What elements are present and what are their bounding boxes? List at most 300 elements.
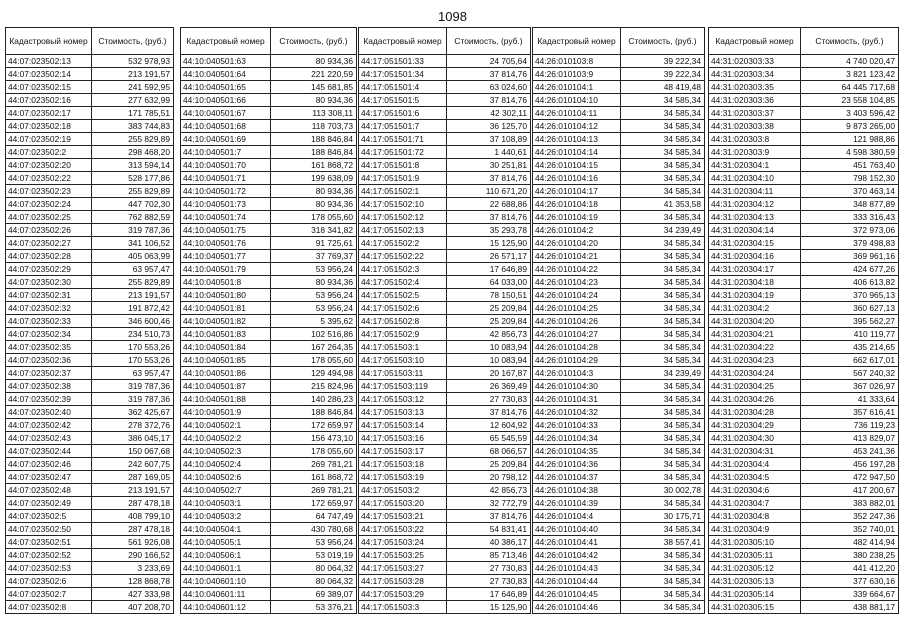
- table-row: [533, 55, 705, 68]
- cadastral-number-cell: 44:17:051503:14: [359, 419, 447, 432]
- table-row: [533, 107, 705, 120]
- cadastral-number-cell: 44:31:020304:24: [709, 367, 801, 380]
- table-row: [359, 393, 531, 406]
- cost-cell: 23 558 104,85: [801, 94, 899, 107]
- cost-cell: 26 369,49: [447, 380, 531, 393]
- table-row: [181, 601, 357, 614]
- cost-cell: 410 119,77: [801, 328, 899, 341]
- table-row: [709, 146, 899, 159]
- table-row: [181, 549, 357, 562]
- cost-cell: 64 445 717,68: [801, 81, 899, 94]
- cadastral-number-cell: 44:17:051502:13: [359, 224, 447, 237]
- table-row: [533, 393, 705, 406]
- cost-cell: 170 553,26: [92, 354, 174, 367]
- cost-cell: 188 846,84: [271, 146, 357, 159]
- table-row: [359, 601, 531, 614]
- cadastral-number-cell: 44:17:051503:10: [359, 354, 447, 367]
- cost-cell: 34 585,34: [621, 315, 705, 328]
- cost-cell: 34 585,34: [621, 341, 705, 354]
- table-row: [181, 588, 357, 601]
- table-row: [6, 81, 174, 94]
- cost-cell: 26 571,17: [447, 250, 531, 263]
- cost-cell: 199 638,09: [271, 172, 357, 185]
- table-row: [6, 276, 174, 289]
- table-row: [533, 146, 705, 159]
- cadastral-number-cell: 44:17:051501:72: [359, 146, 447, 159]
- table-row: [359, 562, 531, 575]
- cadastral-number-cell: 44:17:051501:33: [359, 55, 447, 68]
- table-row: [181, 94, 357, 107]
- table-row: [709, 536, 899, 549]
- cadastral-number-cell: 44:26:010104:36: [533, 458, 621, 471]
- table-row: [359, 575, 531, 588]
- cadastral-number-cell: 44:31:020304:28: [709, 406, 801, 419]
- table-row: [181, 172, 357, 185]
- table-row: [6, 94, 174, 107]
- cost-cell: 35 293,78: [447, 224, 531, 237]
- cadastral-number-cell: 44:31:020304:7: [709, 497, 801, 510]
- cost-cell: 348 877,89: [801, 198, 899, 211]
- cost-cell: 40 386,17: [447, 536, 531, 549]
- table-row: [359, 172, 531, 185]
- cost-cell: 662 617,01: [801, 354, 899, 367]
- table-row: [709, 81, 899, 94]
- header-cadastral-number: Кадастровый номер: [533, 28, 621, 55]
- cost-cell: 383 882,01: [801, 497, 899, 510]
- cadastral-number-cell: 44:26:010104:21: [533, 250, 621, 263]
- table-row: [6, 471, 174, 484]
- table-row: [709, 198, 899, 211]
- cadastral-number-cell: 44:07:023502:40: [6, 406, 92, 419]
- cost-cell: 191 872,42: [92, 302, 174, 315]
- table-row: [181, 107, 357, 120]
- cadastral-number-cell: 44:26:010104:4: [533, 510, 621, 523]
- table-row: [181, 432, 357, 445]
- table-row: [6, 523, 174, 536]
- page-number: 1098: [438, 9, 467, 24]
- cost-cell: 80 064,32: [271, 562, 357, 575]
- cost-cell: 430 780,68: [271, 523, 357, 536]
- table-row: [6, 536, 174, 549]
- cost-cell: 360 627,13: [801, 302, 899, 315]
- table-row: [533, 523, 705, 536]
- table-row: [181, 380, 357, 393]
- cadastral-number-cell: 44:31:020303:38: [709, 120, 801, 133]
- table-row: [181, 484, 357, 497]
- cadastral-number-cell: 44:10:040601:1: [181, 562, 271, 575]
- cadastral-number-cell: 44:26:010104:29: [533, 354, 621, 367]
- table-row: [533, 367, 705, 380]
- cadastral-number-cell: 44:26:010104:33: [533, 419, 621, 432]
- cadastral-number-cell: 44:31:020304:13: [709, 211, 801, 224]
- cadastral-number-cell: 44:31:020304:12: [709, 198, 801, 211]
- table-row: [533, 133, 705, 146]
- cadastral-number-cell: 44:26:010104:46: [533, 601, 621, 614]
- cadastral-number-cell: 44:07:023502:23: [6, 185, 92, 198]
- table-row: [359, 146, 531, 159]
- cadastral-number-cell: 44:26:010104:40: [533, 523, 621, 536]
- cadastral-number-cell: 44:07:023502:31: [6, 289, 92, 302]
- table-row: [709, 380, 899, 393]
- cadastral-number-cell: 44:17:051502:12: [359, 211, 447, 224]
- table-row: [181, 562, 357, 575]
- table-row: [181, 198, 357, 211]
- table-row: [533, 224, 705, 237]
- cadastral-number-cell: 44:31:020305:10: [709, 536, 801, 549]
- cost-cell: 278 372,76: [92, 419, 174, 432]
- cost-cell: 472 947,50: [801, 471, 899, 484]
- cost-cell: 4 740 020,47: [801, 55, 899, 68]
- cost-cell: 383 744,83: [92, 120, 174, 133]
- cadastral-number-cell: 44:26:010104:27: [533, 328, 621, 341]
- cadastral-number-cell: 44:17:051503:22: [359, 523, 447, 536]
- table-row: [533, 263, 705, 276]
- table-row: [181, 68, 357, 81]
- table-row: [6, 406, 174, 419]
- table-row: [359, 107, 531, 120]
- table-header-row: [359, 28, 531, 55]
- cadastral-number-cell: 44:26:010104:32: [533, 406, 621, 419]
- cost-cell: 63 024,60: [447, 81, 531, 94]
- table-row: [709, 224, 899, 237]
- cost-cell: 34 585,34: [621, 146, 705, 159]
- cadastral-number-cell: 44:10:040601:12: [181, 601, 271, 614]
- cost-cell: 37 814,76: [447, 406, 531, 419]
- cadastral-number-cell: 44:17:051503:1: [359, 341, 447, 354]
- cadastral-number-cell: 44:17:051502:4: [359, 276, 447, 289]
- cost-cell: 34 585,34: [621, 523, 705, 536]
- table-row: [533, 471, 705, 484]
- cadastral-number-cell: 44:07:023502:33: [6, 315, 92, 328]
- cost-cell: 27 730,83: [447, 393, 531, 406]
- cadastral-number-cell: 44:31:020305:15: [709, 601, 801, 614]
- header-cost: Стоимость, (руб.): [92, 28, 174, 55]
- cadastral-number-cell: 44:17:051501:6: [359, 107, 447, 120]
- cost-cell: 10 083,94: [447, 341, 531, 354]
- table-row: [709, 497, 899, 510]
- cost-cell: 34 585,34: [621, 445, 705, 458]
- cadastral-number-cell: 44:10:040501:8: [181, 276, 271, 289]
- cost-cell: 3 821 123,42: [801, 68, 899, 81]
- table-row: [709, 445, 899, 458]
- table-row: [181, 237, 357, 250]
- table-row: [359, 419, 531, 432]
- cost-cell: 39 222,34: [621, 68, 705, 81]
- cost-cell: 255 829,89: [92, 276, 174, 289]
- cadastral-number-cell: 44:31:020303:36: [709, 94, 801, 107]
- cadastral-number-cell: 44:07:023502:42: [6, 419, 92, 432]
- cadastral-number-cell: 44:07:023502:43: [6, 432, 92, 445]
- cadastral-number-cell: 44:26:010104:15: [533, 159, 621, 172]
- table-row: [6, 211, 174, 224]
- cadastral-number-cell: 44:26:010104:12: [533, 120, 621, 133]
- cadastral-number-cell: 44:31:020304:8: [709, 510, 801, 523]
- table-row: [709, 367, 899, 380]
- table-row: [533, 445, 705, 458]
- table-row: [181, 55, 357, 68]
- table-row: [181, 536, 357, 549]
- cost-cell: 762 882,59: [92, 211, 174, 224]
- cost-cell: 91 725,61: [271, 237, 357, 250]
- cost-cell: 53 376,21: [271, 601, 357, 614]
- table-row: [709, 55, 899, 68]
- table-row: [181, 341, 357, 354]
- cost-cell: 287 169,05: [92, 471, 174, 484]
- table-row: [533, 497, 705, 510]
- cost-cell: 34 585,34: [621, 354, 705, 367]
- cadastral-number-cell: 44:10:040501:66: [181, 94, 271, 107]
- cost-cell: 37 814,76: [447, 510, 531, 523]
- cost-cell: 37 814,76: [447, 172, 531, 185]
- cadastral-number-cell: 44:10:040501:84: [181, 341, 271, 354]
- cost-cell: 63 957,47: [92, 367, 174, 380]
- cost-cell: 15 125,90: [447, 237, 531, 250]
- cadastral-number-cell: 44:26:010104:42: [533, 549, 621, 562]
- table-row: [6, 302, 174, 315]
- cadastral-number-cell: 44:07:023502:20: [6, 159, 92, 172]
- cadastral-number-cell: 44:31:020304:22: [709, 341, 801, 354]
- table-row: [359, 159, 531, 172]
- cost-cell: 4 598 380,59: [801, 146, 899, 159]
- cost-cell: 171 785,51: [92, 107, 174, 120]
- cadastral-number-cell: 44:31:020305:12: [709, 562, 801, 575]
- table-row: [709, 68, 899, 81]
- cadastral-number-cell: 44:26:010104:16: [533, 172, 621, 185]
- cadastral-number-cell: 44:17:051503:119: [359, 380, 447, 393]
- cost-cell: 213 191,57: [92, 68, 174, 81]
- cadastral-number-cell: 44:10:040502:2: [181, 432, 271, 445]
- cadastral-number-cell: 44:17:051503:29: [359, 588, 447, 601]
- table-row: [359, 380, 531, 393]
- cost-cell: 269 781,21: [271, 484, 357, 497]
- cadastral-number-cell: 44:07:023502:18: [6, 120, 92, 133]
- table-row: [533, 380, 705, 393]
- table-row: [6, 172, 174, 185]
- cadastral-number-cell: 44:31:020304:18: [709, 276, 801, 289]
- table-row: [359, 354, 531, 367]
- cadastral-number-cell: 44:31:020304:15: [709, 237, 801, 250]
- cost-cell: 277 632,99: [92, 94, 174, 107]
- cost-cell: 34 585,34: [621, 471, 705, 484]
- table-row: [359, 484, 531, 497]
- cadastral-number-cell: 44:07:023502:46: [6, 458, 92, 471]
- cost-cell: 406 613,82: [801, 276, 899, 289]
- table-row: [533, 328, 705, 341]
- cadastral-number-cell: 44:17:051501:5: [359, 94, 447, 107]
- cost-cell: 242 607,75: [92, 458, 174, 471]
- table-row: [181, 406, 357, 419]
- table-row: [709, 94, 899, 107]
- cadastral-number-cell: 44:07:023502:8: [6, 601, 92, 614]
- cost-cell: 34 585,34: [621, 393, 705, 406]
- table-row: [6, 484, 174, 497]
- cost-cell: 319 787,36: [92, 224, 174, 237]
- cadastral-number-cell: 44:26:010104:19: [533, 211, 621, 224]
- cost-cell: 41 353,58: [621, 198, 705, 211]
- cost-cell: 10 083,94: [447, 354, 531, 367]
- table-row: [181, 328, 357, 341]
- header-cadastral-number: Кадастровый номер: [359, 28, 447, 55]
- cadastral-number-cell: 44:26:010104:10: [533, 94, 621, 107]
- cadastral-number-cell: 44:07:023502:39: [6, 393, 92, 406]
- cadastral-number-cell: 44:31:020304:17: [709, 263, 801, 276]
- cadastral-number-cell: 44:10:040501:69: [181, 133, 271, 146]
- cadastral-number-cell: 44:26:010104:41: [533, 536, 621, 549]
- cost-cell: 269 781,21: [271, 458, 357, 471]
- table-header-row: [709, 28, 899, 55]
- table-row: [6, 341, 174, 354]
- table-row: [533, 81, 705, 94]
- cadastral-number-cell: 44:17:051503:11: [359, 367, 447, 380]
- table-row: [359, 549, 531, 562]
- table-row: [359, 250, 531, 263]
- cost-cell: 318 341,82: [271, 224, 357, 237]
- cost-cell: 34 585,34: [621, 432, 705, 445]
- table-row: [181, 185, 357, 198]
- table-row: [709, 354, 899, 367]
- table-row: [709, 328, 899, 341]
- cost-cell: 178 055,60: [271, 211, 357, 224]
- cost-cell: 37 814,76: [447, 94, 531, 107]
- header-cost: Стоимость, (руб.): [271, 28, 357, 55]
- cost-cell: 34 585,34: [621, 289, 705, 302]
- table-row: [533, 601, 705, 614]
- cadastral-number-cell: 44:31:020304:2: [709, 302, 801, 315]
- table-row: [6, 419, 174, 432]
- table-row: [533, 549, 705, 562]
- cadastral-number-cell: 44:10:040501:71: [181, 172, 271, 185]
- cadastral-number-cell: 44:07:023502:5: [6, 510, 92, 523]
- table-row: [6, 549, 174, 562]
- table-row: [533, 354, 705, 367]
- cadastral-number-cell: 44:10:040501:68: [181, 120, 271, 133]
- table-row: [359, 302, 531, 315]
- cost-cell: 20 167,87: [447, 367, 531, 380]
- cost-cell: 451 763,40: [801, 159, 899, 172]
- cadastral-number-cell: 44:10:040501:80: [181, 289, 271, 302]
- cost-cell: 69 389,07: [271, 588, 357, 601]
- cadastral-number-cell: 44:07:023502:35: [6, 341, 92, 354]
- cost-cell: 53 956,24: [271, 263, 357, 276]
- cadastral-number-cell: 44:10:040501:9: [181, 406, 271, 419]
- table-row: [359, 471, 531, 484]
- cost-cell: 118 703,73: [271, 120, 357, 133]
- cost-cell: 319 787,36: [92, 380, 174, 393]
- table-row: [533, 68, 705, 81]
- table-row: [533, 562, 705, 575]
- cadastral-number-cell: 44:17:051503:20: [359, 497, 447, 510]
- cadastral-number-cell: 44:07:023502:13: [6, 55, 92, 68]
- table-row: [6, 445, 174, 458]
- table-row: [359, 237, 531, 250]
- cadastral-number-cell: 44:26:010104:25: [533, 302, 621, 315]
- cost-cell: 161 868,72: [271, 159, 357, 172]
- cadastral-number-cell: 44:10:040501:67: [181, 107, 271, 120]
- table-row: [181, 315, 357, 328]
- cost-cell: 377 630,16: [801, 575, 899, 588]
- table-row: [709, 159, 899, 172]
- cadastral-number-cell: 44:07:023502:44: [6, 445, 92, 458]
- cost-cell: 34 239,49: [621, 224, 705, 237]
- cadastral-number-cell: 44:07:023502:28: [6, 250, 92, 263]
- cost-cell: 34 585,34: [621, 458, 705, 471]
- cost-cell: 42 302,11: [447, 107, 531, 120]
- cost-cell: 435 214,65: [801, 341, 899, 354]
- cadastral-number-cell: 44:07:023502:52: [6, 549, 92, 562]
- table-row: [181, 458, 357, 471]
- cadastral-number-cell: 44:26:010104:28: [533, 341, 621, 354]
- table-row: [359, 185, 531, 198]
- table-row: [6, 237, 174, 250]
- cadastral-number-cell: 44:31:020304:21: [709, 328, 801, 341]
- cost-cell: 48 419,48: [621, 81, 705, 94]
- cadastral-number-cell: 44:26:010104:2: [533, 224, 621, 237]
- table-row: [359, 224, 531, 237]
- table-row: [709, 458, 899, 471]
- table-row: [181, 393, 357, 406]
- cost-cell: 395 562,27: [801, 315, 899, 328]
- cadastral-number-cell: 44:10:040601:10: [181, 575, 271, 588]
- cadastral-number-cell: 44:17:051501:8: [359, 159, 447, 172]
- table-row: [533, 536, 705, 549]
- table-row: [181, 510, 357, 523]
- cadastral-number-cell: 44:17:051502:5: [359, 289, 447, 302]
- cadastral-number-cell: 44:31:020304:25: [709, 380, 801, 393]
- table-row: [709, 237, 899, 250]
- cadastral-number-cell: 44:10:040501:74: [181, 211, 271, 224]
- cost-cell: 561 926,08: [92, 536, 174, 549]
- cost-cell: 287 478,18: [92, 523, 174, 536]
- cadastral-number-cell: 44:10:040503:2: [181, 510, 271, 523]
- cadastral-number-cell: 44:07:023502:24: [6, 198, 92, 211]
- cadastral-number-cell: 44:31:020304:30: [709, 432, 801, 445]
- cadastral-number-cell: 44:31:020304:20: [709, 315, 801, 328]
- cost-cell: 528 177,86: [92, 172, 174, 185]
- cost-cell: 370 965,13: [801, 289, 899, 302]
- cadastral-number-cell: 44:26:010104:45: [533, 588, 621, 601]
- cost-cell: 453 241,36: [801, 445, 899, 458]
- cost-cell: 27 730,83: [447, 562, 531, 575]
- cost-cell: 42 856,73: [447, 484, 531, 497]
- table-row: [6, 510, 174, 523]
- cost-cell: 567 240,32: [801, 367, 899, 380]
- cost-cell: 178 055,60: [271, 354, 357, 367]
- cadastral-number-cell: 44:17:051501:34: [359, 68, 447, 81]
- cadastral-number-cell: 44:26:010104:38: [533, 484, 621, 497]
- cadastral-number-cell: 44:26:010104:20: [533, 237, 621, 250]
- cost-cell: 413 829,07: [801, 432, 899, 445]
- cost-cell: 370 463,14: [801, 185, 899, 198]
- cost-cell: 34 585,34: [621, 120, 705, 133]
- cost-cell: 1 440,61: [447, 146, 531, 159]
- cadastral-number-cell: 44:26:010104:18: [533, 198, 621, 211]
- table-row: [6, 289, 174, 302]
- cadastral-number-cell: 44:31:020303:33: [709, 55, 801, 68]
- cost-cell: 12 604,92: [447, 419, 531, 432]
- cost-cell: 532 978,93: [92, 55, 174, 68]
- cadastral-number-cell: 44:31:020304:5: [709, 471, 801, 484]
- cost-cell: 372 973,06: [801, 224, 899, 237]
- table-header-row: [6, 28, 174, 55]
- table-row: [181, 263, 357, 276]
- cadastral-number-cell: 44:26:010104:26: [533, 315, 621, 328]
- cadastral-number-cell: 44:26:010104:35: [533, 445, 621, 458]
- table-row: [181, 133, 357, 146]
- cadastral-number-cell: 44:26:010104:34: [533, 432, 621, 445]
- cadastral-number-cell: 44:10:040501:75: [181, 224, 271, 237]
- cost-cell: 110 671,20: [447, 185, 531, 198]
- table-row: [709, 315, 899, 328]
